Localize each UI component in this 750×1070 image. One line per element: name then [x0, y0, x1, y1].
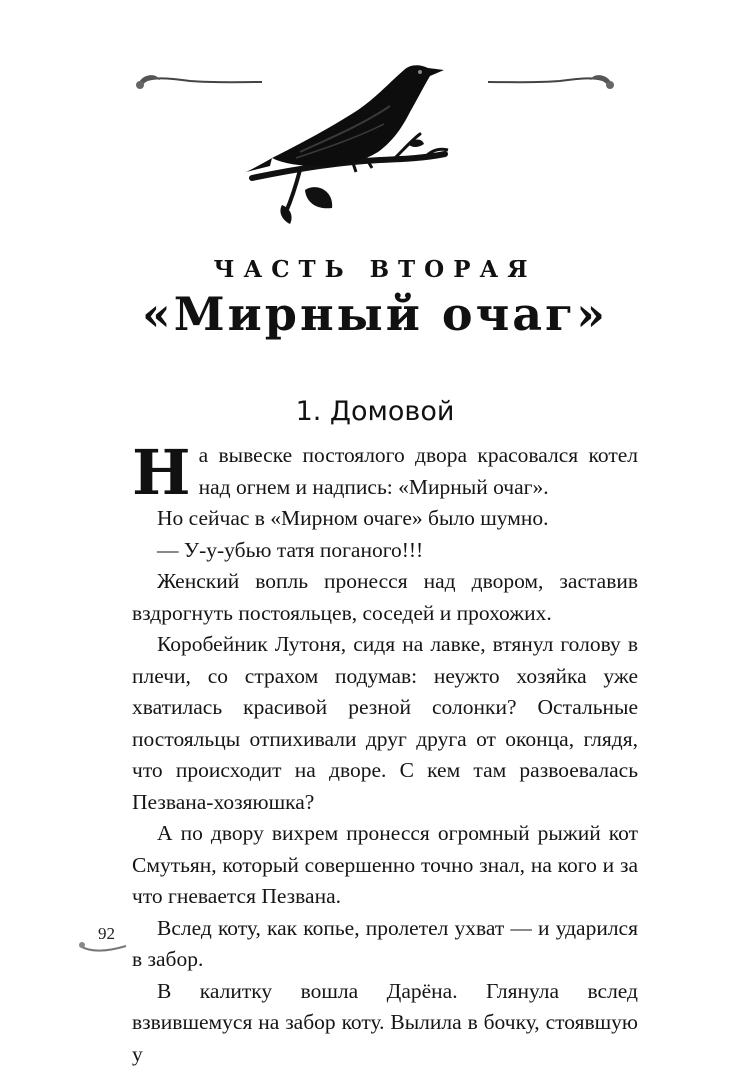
raven-on-branch-icon: [0, 40, 750, 230]
paragraph: Вслед коту, как копье, пролетел ухват — и ударился в забор.: [132, 913, 638, 976]
body-text: [132, 440, 638, 1070]
paragraph: На вывеске постоялого двора красовался котел над огнем и надпись: «Мирный очаг».: [132, 440, 638, 503]
part-title: «Мирный очаг»: [0, 287, 750, 341]
page-number: 92: [98, 924, 115, 944]
paragraph: Но сейчас в «Мирном очаге» было шумно.: [132, 503, 638, 535]
paragraph: Женский вопль пронесся над двором, заставив вздрогнуть постояльцев, соседей и прохожих.: [132, 566, 638, 629]
paragraph: — У-у-убью татя поганого!!!: [132, 535, 638, 567]
chapter-heading: 1. Домовой: [0, 396, 750, 427]
paragraph: А по двору вихрем пронесся огромный рыжий кот Смутьян, который совершенно точно знал, на кого и за что гневается Пезвана.: [132, 818, 638, 913]
paragraph: Коробейник Лутоня, сидя на лавке, втянул голову в плечи, со страхом подумав: неужто хозяйка уже хватилась красивой резной солонки? Остальные постояльцы отпихивали друг друга от оконца, глядя, что происходит на дворе. С кем там развоевалась Пезвана-хозяюшка?: [132, 629, 638, 818]
paragraph: В калитку вошла Дарёна. Глянула вслед взвившемуся на забор коту. Вылила в бочку, стоявшую у: [132, 976, 638, 1070]
drop-cap: Н: [132, 445, 191, 501]
part-label: ЧАСТЬ ВТОРАЯ: [0, 256, 750, 283]
